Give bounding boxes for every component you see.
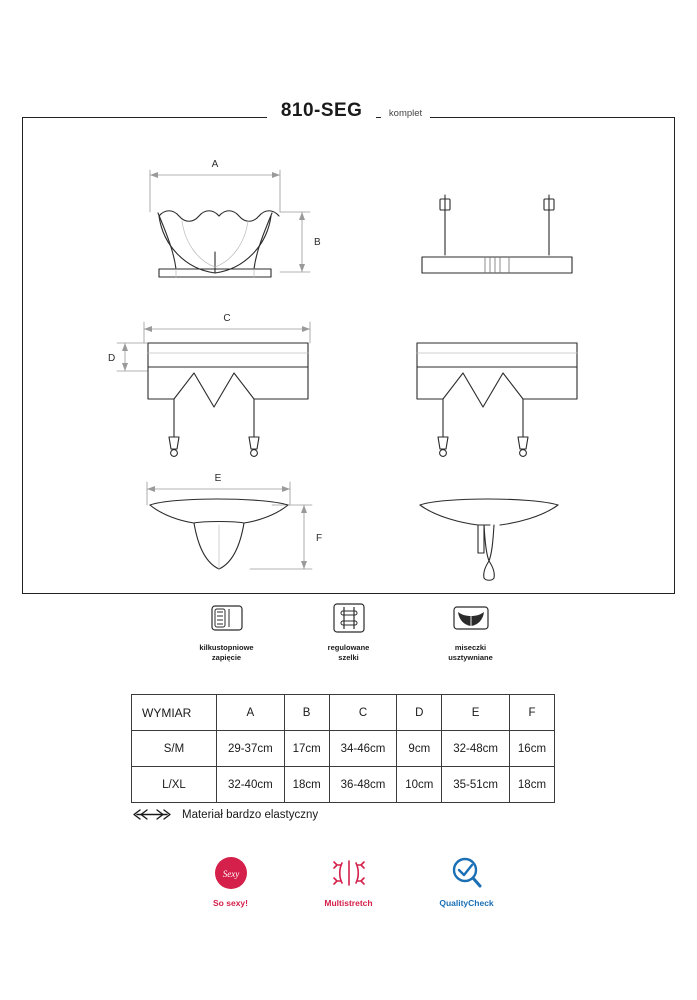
column-header-d: D (397, 695, 442, 731)
feature-label-line1: regulowane (327, 643, 370, 652)
table-header-row (132, 695, 555, 731)
table-row (132, 731, 555, 767)
size-table (131, 694, 555, 803)
column-header-wymiar: WYMIAR (132, 695, 217, 731)
feature-padded-cups (423, 596, 519, 663)
elastic-material-note (131, 808, 571, 821)
product-code: 810-SEG (267, 100, 377, 122)
cell-e: 32-48cm (442, 731, 510, 767)
badge-so-sexy (189, 852, 273, 908)
feature-label-line2: szelki (338, 653, 359, 662)
feature-label-line1: kilkustopniowe (199, 643, 254, 652)
svg-text:B: B (314, 237, 321, 248)
column-header-e: E (442, 695, 510, 731)
badge-multistretch (307, 852, 391, 908)
column-header-b: B (284, 695, 329, 731)
elastic-note-text: Materiał bardzo elastyczny (182, 808, 319, 821)
feature-icons-row (0, 596, 697, 663)
feature-adjustable-straps (301, 596, 397, 663)
svg-text:D: D (108, 353, 116, 364)
cell-c: 36-48cm (329, 767, 397, 803)
feature-label-line2: usztywniane (448, 653, 493, 662)
table-row (132, 767, 555, 803)
quality-check-icon (425, 852, 509, 894)
hook-clasp-icon (203, 598, 251, 638)
product-subtitle: komplet (381, 108, 430, 119)
so-sexy-icon (189, 852, 273, 894)
row-size-label: S/M (132, 731, 217, 767)
adjustable-straps-icon (325, 598, 373, 638)
feature-label-line1: miseczki (454, 643, 487, 652)
svg-text:Sexy: Sexy (222, 869, 239, 879)
column-header-a: A (217, 695, 285, 731)
row-size-label: L/XL (132, 767, 217, 803)
certification-badges (0, 852, 697, 908)
cell-e: 35-51cm (442, 767, 510, 803)
svg-text:E: E (214, 473, 222, 484)
cell-f: 18cm (509, 767, 554, 803)
badge-label: Multistretch (324, 898, 373, 908)
stretch-arrows-icon (131, 808, 173, 821)
badge-label: So sexy! (213, 898, 248, 908)
svg-text:A: A (211, 159, 219, 170)
feature-hook-clasp (179, 596, 275, 663)
cell-a: 29-37cm (217, 731, 285, 767)
cell-d: 9cm (397, 731, 442, 767)
cell-b: 18cm (284, 767, 329, 803)
cell-d: 10cm (397, 767, 442, 803)
padded-cups-icon (447, 598, 495, 638)
svg-text:F: F (316, 533, 323, 544)
page-title (0, 100, 697, 122)
cell-b: 17cm (284, 731, 329, 767)
badge-label: QualityCheck (439, 898, 494, 908)
cell-a: 32-40cm (217, 767, 285, 803)
cell-f: 16cm (509, 731, 554, 767)
technical-drawings (22, 117, 675, 594)
column-header-c: C (329, 695, 397, 731)
cell-c: 34-46cm (329, 731, 397, 767)
multistretch-icon (307, 852, 391, 894)
svg-text:C: C (223, 313, 231, 324)
column-header-f: F (509, 695, 554, 731)
badge-quality-check (425, 852, 509, 908)
feature-label-line2: zapięcie (211, 653, 242, 662)
